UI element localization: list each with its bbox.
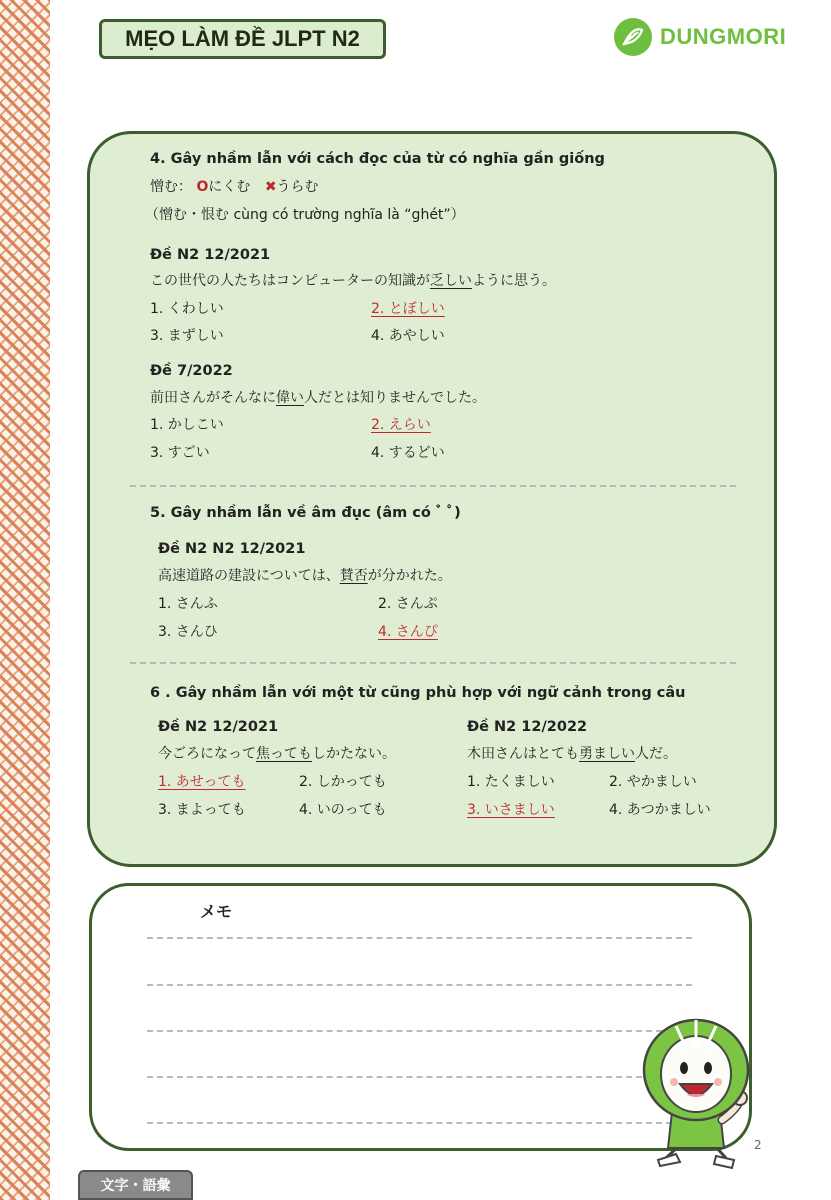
option: 1. たくましい: [467, 774, 555, 790]
memo-line: [147, 984, 692, 986]
s6-q1-source: Đề N2 12/2021: [158, 719, 279, 735]
correct-option: 1. あせっても: [158, 774, 246, 790]
option: 2. さんぷ: [378, 596, 438, 612]
section-divider: [130, 485, 736, 487]
memo-label: メモ: [200, 902, 233, 921]
kanji-prefix: 憎む：: [150, 179, 192, 195]
correct-option: 4. さんぴ: [378, 624, 438, 640]
option: 1. くわしい: [150, 301, 224, 317]
option: 4. するどい: [371, 445, 445, 461]
section4-heading: 4. Gây nhầm lẫn với cách đọc của từ có nghĩa gần giống: [150, 151, 605, 167]
option: 4. いのっても: [299, 802, 387, 818]
option: 2. しかっても: [299, 774, 387, 790]
correct-option: 2. とぼしい: [371, 301, 445, 317]
s6-q2-sentence: 木田さんはとても勇ましい人だ。: [467, 746, 677, 762]
s5-q1-sentence: 高速道路の建設については、賛否が分かれた。: [158, 568, 452, 584]
logo-text: DUNGMORI: [660, 24, 787, 49]
option: 2. やかましい: [609, 774, 697, 790]
section6-heading: 6 . Gây nhầm lẫn với một từ cũng phù hợp với ngữ cảnh trong câu: [150, 685, 686, 701]
s6-q2-source: Đề N2 12/2022: [467, 719, 588, 735]
category-tag: 文字・語彙: [78, 1170, 193, 1200]
section4-kanji-line: [150, 179, 319, 196]
s4-q2-sentence: 前田さんがそんなに偉い人だとは知りませんでした。: [150, 390, 486, 406]
option: 1. かしこい: [150, 417, 224, 433]
memo-line: [147, 1122, 692, 1124]
memo-line: [147, 1076, 692, 1078]
option: 3. まよっても: [158, 802, 246, 818]
s5-q1-source: Đề N2 N2 12/2021: [158, 541, 306, 557]
target-word: 焦っても: [256, 746, 312, 762]
memo-line: [147, 937, 692, 939]
correct-option: 2. えらい: [371, 417, 431, 433]
wrong-cross-icon: ✖: [264, 179, 277, 195]
option: 3. さんひ: [158, 624, 218, 640]
wrong-reading: うらむ: [276, 179, 319, 195]
mascot-character: [636, 1010, 756, 1170]
option: 3. まずしい: [150, 328, 224, 344]
leaf-logo-icon: [614, 18, 652, 56]
decorative-side-pattern: [0, 0, 50, 1200]
page-number: 2: [754, 1138, 762, 1152]
target-word: 賛否: [339, 568, 368, 584]
section4-note: （憎む・恨む cùng có trường nghĩa là “ghét”）: [145, 207, 465, 223]
correct-option: 3. いさましい: [467, 802, 555, 818]
option: 4. あつかましい: [609, 802, 711, 818]
s4-q2-source: Đề 7/2022: [150, 363, 233, 379]
target-word: 偉い: [276, 390, 304, 406]
dungmori-logo: [614, 18, 786, 56]
memo-line: [147, 1030, 692, 1032]
target-word: 勇ましい: [579, 746, 635, 762]
section5-heading: 5. Gây nhầm lẫn về âm đục (âm có ﾞ ﾟ): [150, 505, 461, 521]
page-title: MẸO LÀM ĐỀ JLPT N2: [99, 19, 386, 59]
option: 4. あやしい: [371, 328, 445, 344]
s6-q1-sentence: 今ごろになって焦ってもしかたない。: [158, 746, 396, 762]
option: 3. すごい: [150, 445, 210, 461]
s4-q1-sentence: この世代の人たちはコンピューターの知識が乏しいように思う。: [150, 273, 556, 289]
target-word: 乏しい: [430, 273, 472, 289]
s4-q1-source: Đề N2 12/2021: [150, 247, 271, 263]
correct-reading: にくむ: [208, 179, 251, 195]
section-divider: [130, 662, 736, 664]
option: 1. さんふ: [158, 596, 218, 612]
correct-circle-icon: O: [196, 179, 209, 195]
